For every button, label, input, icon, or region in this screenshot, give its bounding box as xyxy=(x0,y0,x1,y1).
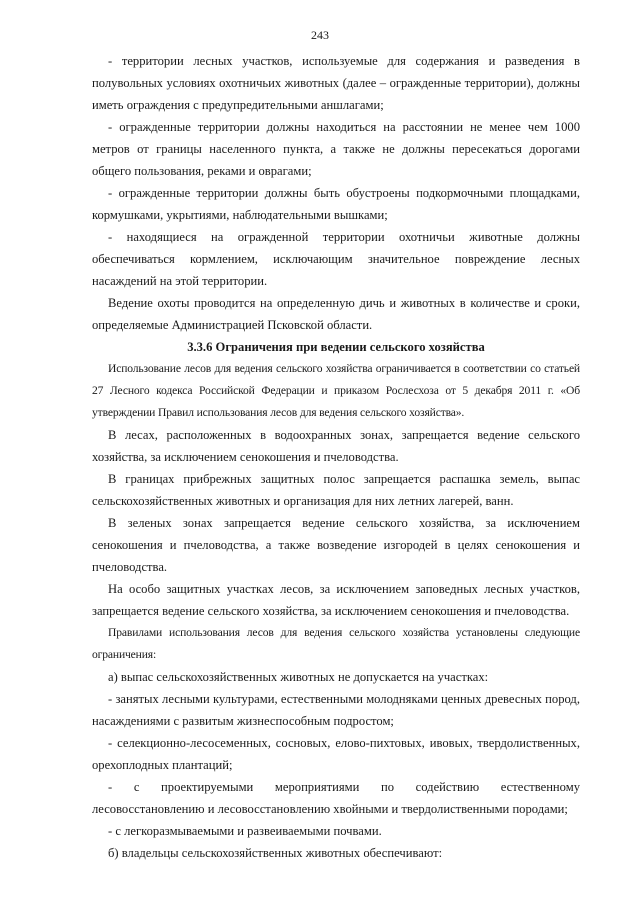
paragraph: - огражденные территории должны быть обустроены подкормочными площадками, кормушками, укрытиями, наблюдательными вышками; xyxy=(92,186,580,222)
section-heading: 3.3.6 Ограничения при ведении сельского хозяйства xyxy=(187,340,485,354)
document-body xyxy=(92,50,580,864)
paragraph: б) владельцы сельскохозяйственных животных обеспечивают: xyxy=(108,846,443,860)
page-number: 243 xyxy=(311,28,329,42)
paragraph: В лесах, расположенных в водоохранных зонах, запрещается ведение сельского хозяйства, за исключением сенокошения и пчеловодства. xyxy=(92,428,580,464)
paragraph: Ведение охоты проводится на определенную дичь и животных в количестве и сроки, определяемые Администрацией Псковской области. xyxy=(92,296,580,332)
paragraph: В зеленых зонах запрещается ведение сельского хозяйства, за исключением сенокошения и пчеловодства, а также возведение изгородей в целях сенокошения и пчеловодства. xyxy=(92,516,580,574)
paragraph: На особо защитных участках лесов, за исключением заповедных лесных участков, запрещается ведение сельского хозяйства, за исключением сенокошения и пчеловодства. xyxy=(92,582,580,618)
paragraph: - с проектируемыми мероприятиями по содействию естественному лесовосстановлению и лесовосстановлению хвойными и твердолиственными породами; xyxy=(92,780,580,816)
paragraph: - огражденные территории должны находиться на расстоянии не менее чем 1000 метров от границы населенного пункта, а также не должны пересекаться дорогами общего пользования, реками и оврагами; xyxy=(92,120,580,178)
paragraph: - территории лесных участков, используемые для содержания и разведения в полувольных условиях охотничьих животных (далее – огражденные территории), должны иметь ограждения с предупредительными аншлагами; xyxy=(92,54,580,112)
paragraph: Использование лесов для ведения сельского хозяйства ограничивается в соответствии со статьей 27 Лесного кодекса Российской Федерации и приказом Рослесхоза от 5 декабря 2011 г. «Об утверждении Правил использования лесов для ведения сельского хозяйства». xyxy=(92,362,580,419)
paragraph: - с легкоразмываемыми и развеиваемыми почвами. xyxy=(108,824,382,838)
paragraph: - находящиеся на огражденной территории охотничьи животные должны обеспечиваться кормлением, исключающим значительное повреждение лесных насаждений на этой территории. xyxy=(92,230,580,288)
paragraph: - занятых лесными культурами, естественными молодняками ценных древесных пород, насаждениями с развитым жизнеспособным подростом; xyxy=(92,692,580,728)
paragraph: В границах прибрежных защитных полос запрещается распашка земель, выпас сельскохозяйственных животных и организация для них летних лагерей, ванн. xyxy=(92,472,580,508)
paragraph: - селекционно-лесосеменных, сосновых, елово-пихтовых, ивовых, твердолиственных, орехоплодных плантаций; xyxy=(92,736,580,772)
paragraph: а) выпас сельскохозяйственных животных не допускается на участках: xyxy=(108,670,489,684)
paragraph: Правилами использования лесов для ведения сельского хозяйства установлены следующие ограничения: xyxy=(92,626,580,661)
